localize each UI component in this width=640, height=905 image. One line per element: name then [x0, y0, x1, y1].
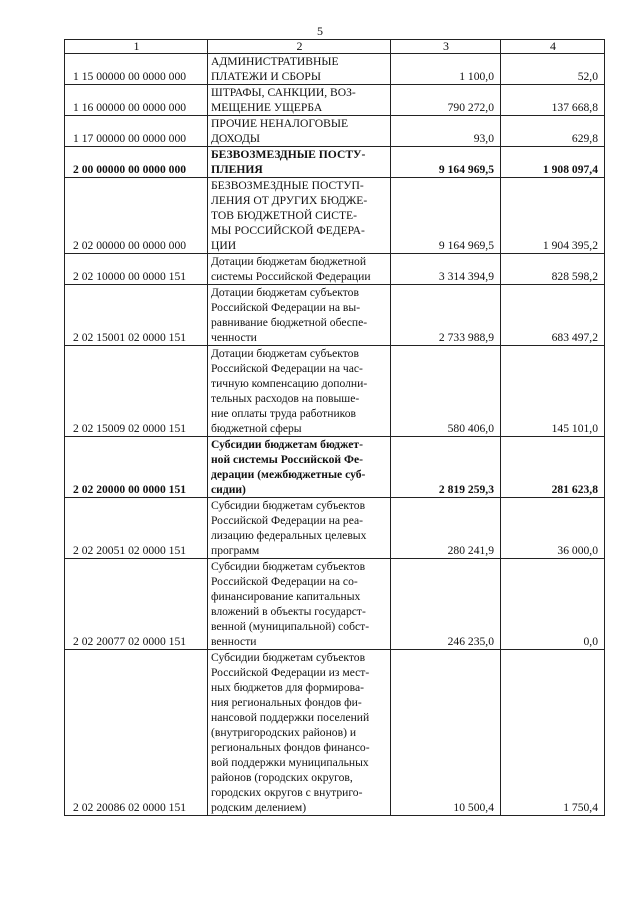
item-name-cell: БЕЗВОЗМЕЗДНЫЕ ПОСТУ- ПЛЕНИЯ	[208, 147, 391, 178]
value-col-4-cell: 629,8	[501, 116, 605, 147]
table-row	[65, 147, 605, 178]
budget-code-cell: 1 16 00000 00 0000 000	[65, 85, 208, 116]
value-col-3-cell: 246 235,0	[391, 559, 501, 650]
header-row	[65, 40, 605, 54]
value-col-4-cell: 281 623,8	[501, 437, 605, 498]
value-col-3-cell: 2 733 988,9	[391, 285, 501, 346]
table-row	[65, 559, 605, 650]
header-col-1: 1	[65, 40, 208, 54]
value-col-4-cell: 36 000,0	[501, 498, 605, 559]
item-name-cell: АДМИНИСТРАТИВНЫЕ ПЛАТЕЖИ И СБОРЫ	[208, 54, 391, 85]
value-col-4-cell: 1 904 395,2	[501, 178, 605, 254]
budget-code-cell: 2 02 15009 02 0000 151	[65, 346, 208, 437]
budget-code-cell: 1 15 00000 00 0000 000	[65, 54, 208, 85]
value-col-3-cell: 93,0	[391, 116, 501, 147]
table-row	[65, 85, 605, 116]
revenue-table	[64, 39, 605, 816]
value-col-3-cell: 10 500,4	[391, 650, 501, 816]
table-row	[65, 285, 605, 346]
table-row	[65, 650, 605, 816]
item-name-cell: ПРОЧИЕ НЕНАЛОГОВЫЕ ДОХОДЫ	[208, 116, 391, 147]
value-col-3-cell: 790 272,0	[391, 85, 501, 116]
value-col-3-cell: 2 819 259,3	[391, 437, 501, 498]
table-row	[65, 178, 605, 254]
budget-code-cell: 2 02 20086 02 0000 151	[65, 650, 208, 816]
table-row	[65, 346, 605, 437]
value-col-3-cell: 1 100,0	[391, 54, 501, 85]
value-col-4-cell: 1 750,4	[501, 650, 605, 816]
value-col-3-cell: 280 241,9	[391, 498, 501, 559]
value-col-3-cell: 580 406,0	[391, 346, 501, 437]
budget-code-cell: 2 02 15001 02 0000 151	[65, 285, 208, 346]
budget-code-cell: 2 02 20000 00 0000 151	[65, 437, 208, 498]
budget-code-cell: 2 00 00000 00 0000 000	[65, 147, 208, 178]
value-col-4-cell: 145 101,0	[501, 346, 605, 437]
header-col-4: 4	[501, 40, 605, 54]
item-name-cell: Субсидии бюджетам субъектов Российской Федерации из мест- ных бюджетов для формирова- ния региональных фондов фи- нансовой поддержки поселений (внутригородских районов) и региональных фондов финансо- вой поддержки муниципальных районов (городских округов, городских округов с внутриго- родским делением)	[208, 650, 391, 816]
budget-code-cell: 2 02 20077 02 0000 151	[65, 559, 208, 650]
item-name-cell: Субсидии бюджетам субъектов Российской Федерации на со- финансирование капитальных вложений в объекты государст- венной (муниципальной) собст- венности	[208, 559, 391, 650]
table-row	[65, 54, 605, 85]
item-name-cell: Субсидии бюджетам субъектов Российской Федерации на реа- лизацию федеральных целевых программ	[208, 498, 391, 559]
value-col-4-cell: 683 497,2	[501, 285, 605, 346]
item-name-cell: Субсидии бюджетам бюджет- ной системы Российской Фе- дерации (межбюджетные суб- сидии)	[208, 437, 391, 498]
item-name-cell: Дотации бюджетам субъектов Российской Федерации на вы- равнивание бюджетной обеспе- ченности	[208, 285, 391, 346]
table-row	[65, 116, 605, 147]
table-row	[65, 254, 605, 285]
budget-code-cell: 2 02 20051 02 0000 151	[65, 498, 208, 559]
header-col-2: 2	[208, 40, 391, 54]
value-col-3-cell: 3 314 394,9	[391, 254, 501, 285]
value-col-4-cell: 0,0	[501, 559, 605, 650]
budget-code-cell: 2 02 00000 00 0000 000	[65, 178, 208, 254]
budget-code-cell: 1 17 00000 00 0000 000	[65, 116, 208, 147]
table-row	[65, 437, 605, 498]
item-name-cell: Дотации бюджетам бюджетной системы Российской Федерации	[208, 254, 391, 285]
value-col-4-cell: 828 598,2	[501, 254, 605, 285]
value-col-4-cell: 1 908 097,4	[501, 147, 605, 178]
table-row	[65, 498, 605, 559]
item-name-cell: БЕЗВОЗМЕЗДНЫЕ ПОСТУП- ЛЕНИЯ ОТ ДРУГИХ БЮДЖЕ- ТОВ БЮДЖЕТНОЙ СИСТЕ- МЫ РОССИЙСКОЙ ФЕДЕРА- ЦИИ	[208, 178, 391, 254]
value-col-3-cell: 9 164 969,5	[391, 147, 501, 178]
page-number: 5	[317, 24, 323, 38]
item-name-cell: Дотации бюджетам субъектов Российской Федерации на час- тичную компенсацию дополни- тельных расходов на повыше- ние оплаты труда работников бюджетной сферы	[208, 346, 391, 437]
item-name-cell: ШТРАФЫ, САНКЦИИ, ВОЗ- МЕЩЕНИЕ УЩЕРБА	[208, 85, 391, 116]
header-col-3: 3	[391, 40, 501, 54]
value-col-4-cell: 137 668,8	[501, 85, 605, 116]
budget-code-cell: 2 02 10000 00 0000 151	[65, 254, 208, 285]
value-col-3-cell: 9 164 969,5	[391, 178, 501, 254]
value-col-4-cell: 52,0	[501, 54, 605, 85]
